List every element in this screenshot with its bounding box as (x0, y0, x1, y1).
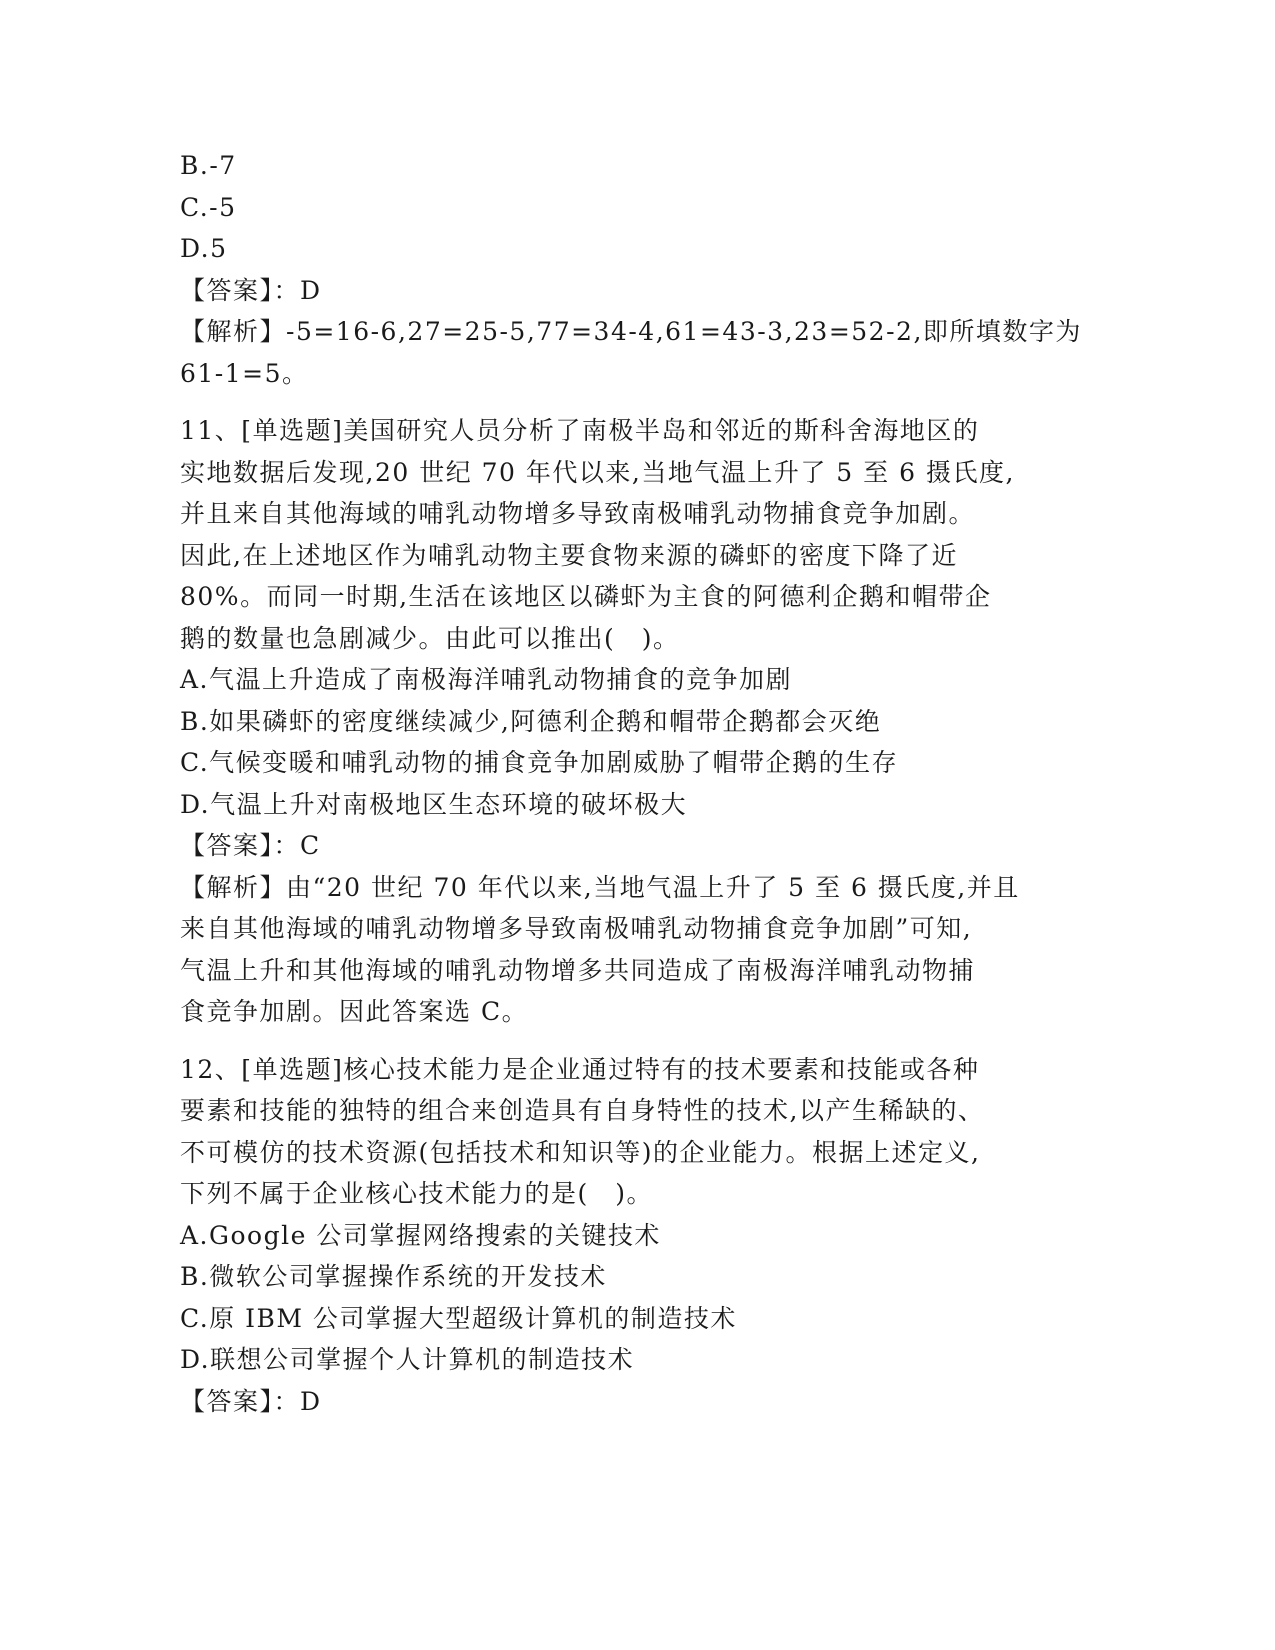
answer-line: 【答案】：D (180, 1386, 322, 1416)
option-d: D.5 (180, 234, 228, 263)
option-b: B.-7 (180, 151, 237, 180)
question-stem-line: 80%。而同一时期,生活在该地区以磷虾为主食的阿德利企鹅和帽带企 (180, 582, 992, 611)
option-a: A.Google 公司掌握网络搜索的关键技术 (180, 1220, 661, 1250)
question-stem-line: 下列不属于企业核心技术能力的是( )。 (180, 1179, 654, 1208)
question-stem-line: 并且来自其他海域的哺乳动物增多导致南极哺乳动物捕食竞争加剧。 (180, 499, 976, 528)
analysis-line: 来自其他海域的哺乳动物增多导致南极哺乳动物捕食竞争加剧”可知, (180, 914, 973, 943)
question-stem-line: 因此,在上述地区作为哺乳动物主要食物来源的磷虾的密度下降了近 (180, 540, 958, 570)
option-c: C.-5 (180, 192, 237, 222)
option-c: C.原 IBM 公司掌握大型超级计算机的制造技术 (180, 1303, 737, 1333)
question-stem-line: 12、[单选题]核心技术能力是企业通过特有的技术要素和技能或各种 (180, 1054, 980, 1084)
question-stem-line: 要素和技能的独特的组合来创造具有自身特性的技术,以产生稀缺的、 (180, 1096, 985, 1125)
prev-question (180, 145, 1082, 394)
analysis-line: 61-1=5。 (180, 358, 309, 388)
option-b: B.如果磷虾的密度继续减少,阿德利企鹅和帽带企鹅都会灭绝 (180, 706, 882, 736)
option-d: D.联想公司掌握个人计算机的制造技术 (180, 1345, 635, 1374)
analysis-line: 【解析】由“20 世纪 70 年代以来,当地气温上升了 5 至 6 摄氏度,并且 (180, 872, 1020, 902)
answer-line: 【答案】：C (180, 831, 321, 860)
document-content (180, 145, 1082, 1422)
option-b: B.微软公司掌握操作系统的开发技术 (180, 1262, 607, 1291)
paragraph-gap (180, 1033, 1040, 1049)
question-stem-line: 11、[单选题]美国研究人员分析了南极半岛和邻近的斯科舍海地区的 (180, 416, 980, 445)
question-11 (180, 410, 1040, 1033)
analysis-line: 食竞争加剧。因此答案选 C。 (180, 997, 529, 1026)
option-a: A.气温上升造成了南极海洋哺乳动物捕食的竞争加剧 (180, 665, 793, 694)
question-12 (180, 1049, 1040, 1423)
question-stem-line: 实地数据后发现,20 世纪 70 年代以来,当地气温上升了 5 至 6 摄氏度, (180, 457, 1015, 487)
option-c: C.气候变暖和哺乳动物的捕食竞争加剧威胁了帽带企鹅的生存 (180, 748, 899, 777)
answer-line: 【答案】：D (180, 275, 322, 305)
option-d: D.气温上升对南极地区生态环境的破坏极大 (180, 789, 688, 819)
question-stem-line: 不可模仿的技术资源(包括技术和知识等)的企业能力。根据上述定义, (180, 1137, 981, 1167)
analysis-line: 气温上升和其他海域的哺乳动物增多共同造成了南极海洋哺乳动物捕 (180, 955, 976, 985)
question-stem-line: 鹅的数量也急剧减少。由此可以推出( )。 (180, 623, 680, 653)
analysis-line: 【解析】-5=16-6,27=25-5,77=34-4,61=43-3,23=52-2,即所填数字为 (180, 317, 1082, 346)
paragraph-gap (180, 394, 1040, 410)
